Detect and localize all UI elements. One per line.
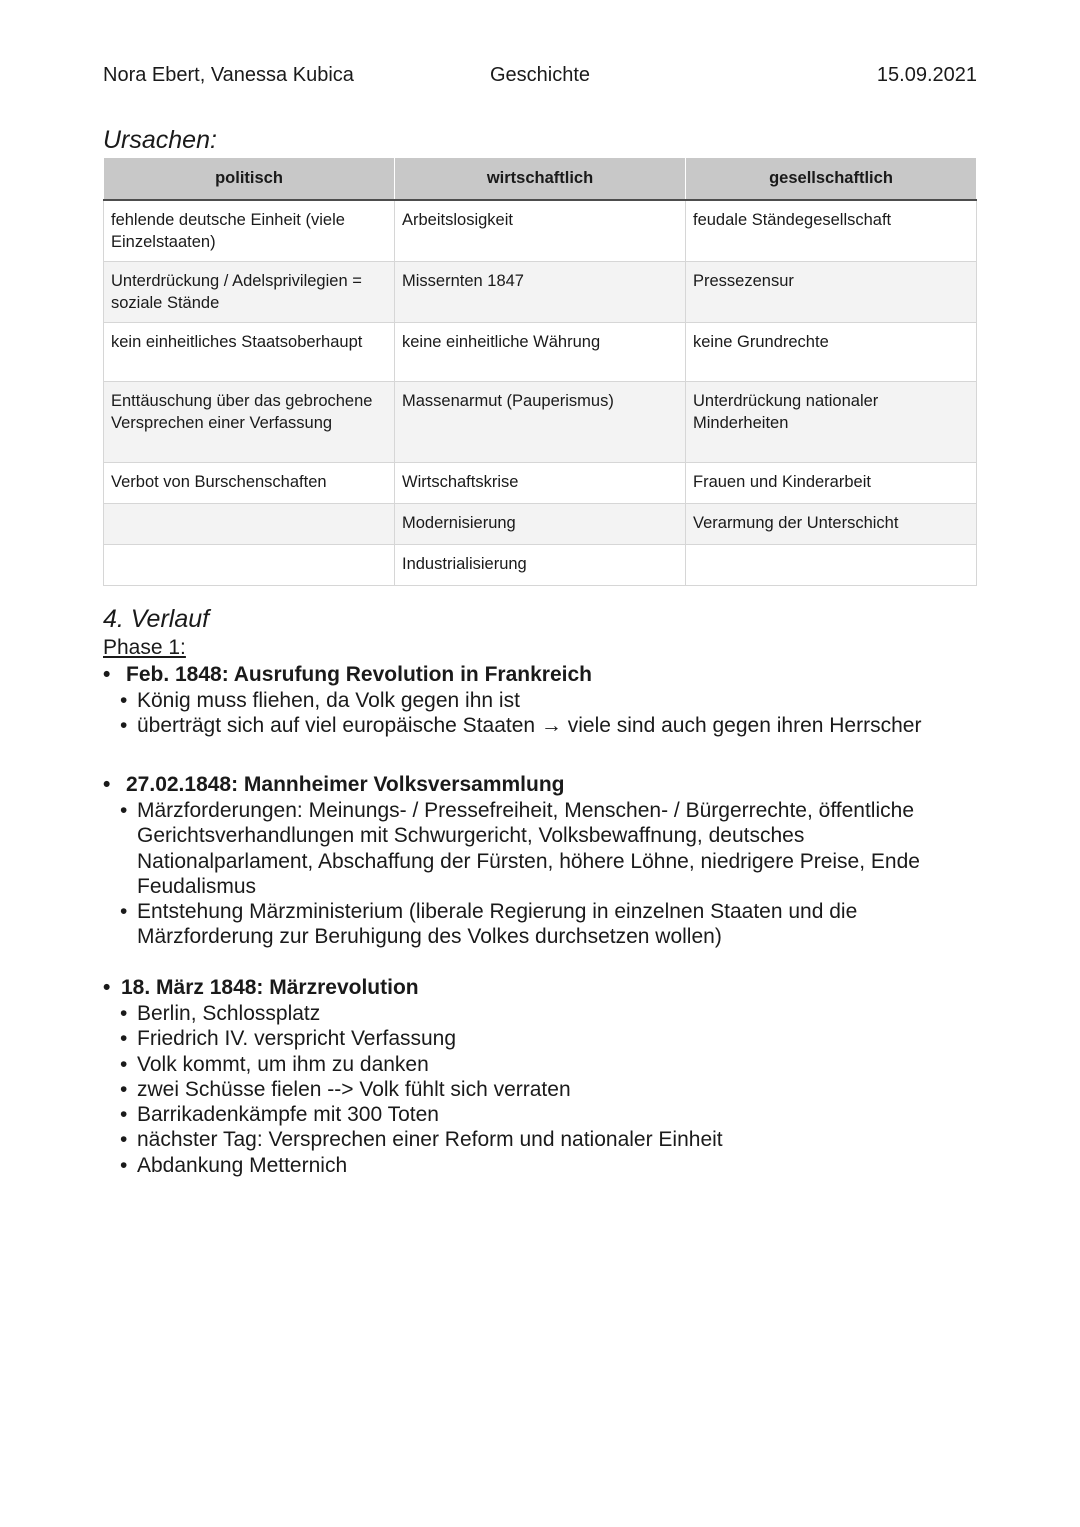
list-item: • König muss fliehen, da Volk gegen ihn ist xyxy=(137,688,983,713)
table-cell: Industrialisierung xyxy=(395,545,686,586)
list-item: • überträgt sich auf viel europäische Staaten → viele sind auch gegen ihren Herrscher xyxy=(137,713,983,738)
list-item: • zwei Schüsse fielen --> Volk fühlt sich verraten xyxy=(137,1077,983,1102)
table-header-row xyxy=(104,158,977,200)
event-heading: • 27.02.1848: Mannheimer Volksversammlung xyxy=(103,772,983,798)
table-cell: keine einheitliche Währung xyxy=(395,323,686,382)
table-row xyxy=(104,200,977,262)
phase-heading: Phase 1: xyxy=(103,636,186,659)
list-item: • nächster Tag: Versprechen einer Reform und nationaler Einheit xyxy=(137,1127,983,1152)
table-cell: Missernten 1847 xyxy=(395,262,686,323)
list-item: • Entstehung Märzministerium (liberale Regierung in einzelnen Staaten und die Märzforderung zur Beruhigung des Volkes durchsetzen wollen) xyxy=(137,899,983,950)
section-title-verlauf: 4. Verlauf xyxy=(103,605,210,633)
table-cell xyxy=(104,504,395,545)
table-cell: fehlende deutsche Einheit (viele Einzelstaaten) xyxy=(104,200,395,262)
list-item: • Berlin, Schlossplatz xyxy=(137,1001,983,1026)
list-item: • Märzforderungen: Meinungs- / Pressefreiheit, Menschen- / Bürgerrechte, öffentliche Gerichtsverhandlungen mit Schwurgericht, Volksbewaffnung, deutsches Nationalparlament, Abschaffung der Fürsten, höhere Löhne, niedrigere Preise, Ende Feudalismus xyxy=(137,798,983,899)
table-cell: Unterdrückung nationaler Minderheiten xyxy=(686,382,977,463)
table-cell xyxy=(686,545,977,586)
event-details xyxy=(103,688,983,739)
table-row xyxy=(104,545,977,586)
table-cell: Massenarmut (Pauperismus) xyxy=(395,382,686,463)
column-header-politisch: politisch xyxy=(104,158,395,200)
subject: Geschichte xyxy=(489,64,591,86)
event-details xyxy=(103,798,983,950)
table-cell: kein einheitliches Staatsoberhaupt xyxy=(104,323,395,382)
table-cell: Enttäuschung über das gebrochene Versprechen einer Verfassung xyxy=(104,382,395,463)
list-item: • Abdankung Metternich xyxy=(137,1153,983,1178)
table-cell: Pressezensur xyxy=(686,262,977,323)
column-header-wirtschaftlich: wirtschaftlich xyxy=(395,158,686,200)
table-cell xyxy=(104,545,395,586)
table-cell: Unterdrückung / Adelsprivilegien = soziale Stände xyxy=(104,262,395,323)
table-row xyxy=(104,262,977,323)
table-cell: Frauen und Kinderarbeit xyxy=(686,463,977,504)
section-title-ursachen: Ursachen: xyxy=(103,126,217,154)
table-row xyxy=(104,504,977,545)
event-heading: • Feb. 1848: Ausrufung Revolution in Frankreich xyxy=(103,662,983,688)
table-cell: Verbot von Burschenschaften xyxy=(104,463,395,504)
causes-table xyxy=(103,158,977,586)
table-row xyxy=(104,323,977,382)
authors: Nora Ebert, Vanessa Kubica xyxy=(103,64,354,86)
table-cell: Wirtschaftskrise xyxy=(395,463,686,504)
table-cell: keine Grundrechte xyxy=(686,323,977,382)
table-cell: Arbeitslosigkeit xyxy=(395,200,686,262)
event-revolution-frankreich xyxy=(103,662,983,739)
event-maerzrevolution xyxy=(103,975,983,1178)
column-header-gesellschaftlich: gesellschaftlich xyxy=(686,158,977,200)
event-mannheimer-volksversammlung xyxy=(103,772,983,950)
page-header xyxy=(103,64,977,92)
table-cell: feudale Ständegesellschaft xyxy=(686,200,977,262)
event-details xyxy=(103,1001,983,1178)
event-heading: • 18. März 1848: Märzrevolution xyxy=(103,975,983,1001)
table-row xyxy=(104,382,977,463)
table-cell: Modernisierung xyxy=(395,504,686,545)
list-item: • Friedrich IV. verspricht Verfassung xyxy=(137,1026,983,1051)
date: 15.09.2021 xyxy=(876,64,977,86)
table-row xyxy=(104,463,977,504)
list-item: • Volk kommt, um ihm zu danken xyxy=(137,1052,983,1077)
list-item: • Barrikadenkämpfe mit 300 Toten xyxy=(137,1102,983,1127)
table-cell: Verarmung der Unterschicht xyxy=(686,504,977,545)
